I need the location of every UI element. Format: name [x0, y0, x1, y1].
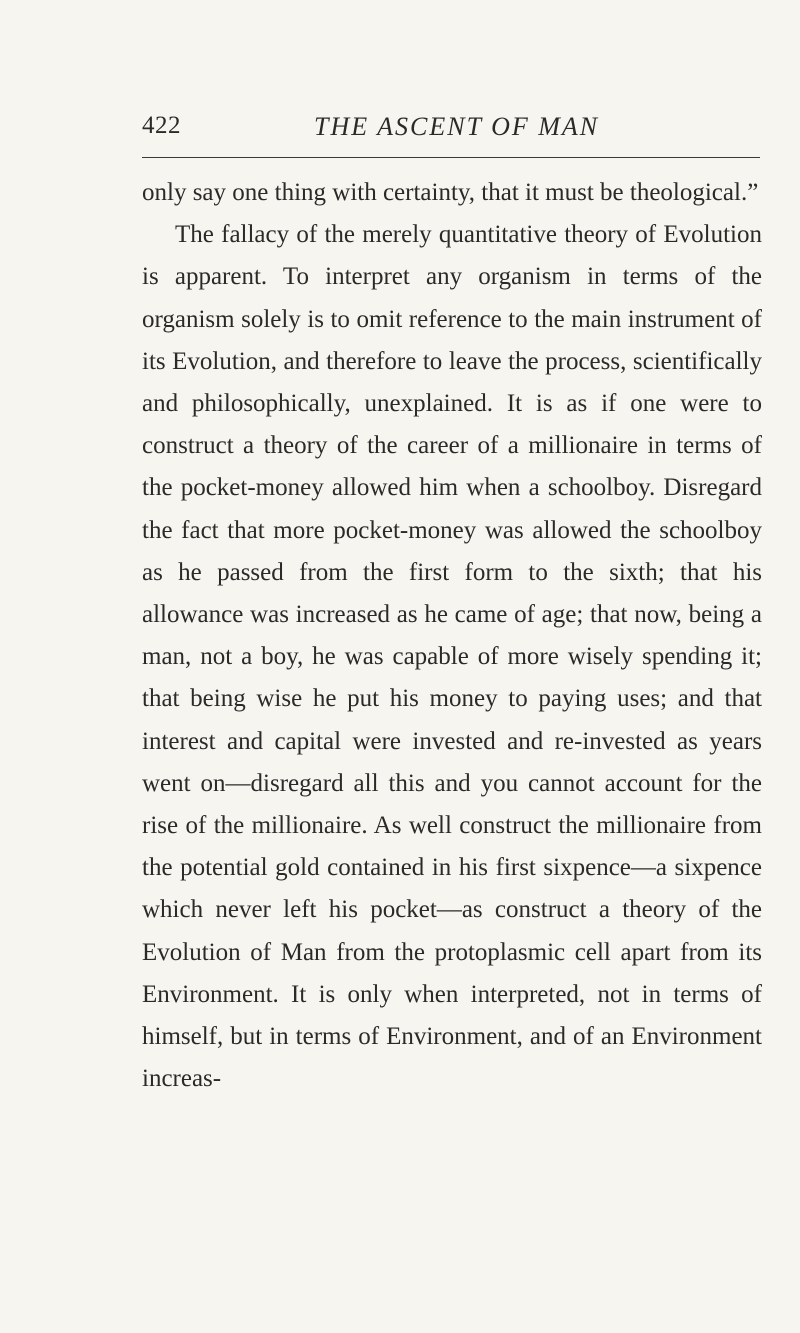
header-rule	[142, 157, 760, 158]
running-head	[142, 112, 762, 152]
paragraph: The fallacy of the merely quantitative theory of Evolution is apparent. To interpret any organism in terms of the organism solely is to omit reference to the main instrument of its Evolution, and therefore to leave the process, scientifically and philosophically, unexplained. It is as if one were to construct a theory of the career of a millionaire in terms of the pocket-money allowed him when a schoolboy. Disregard the fact that more pocket-money was allowed the schoolboy as he passed from the first form to the sixth; that his allowance was increased as he came of age; that now, being a man, not a boy, he was capable of more wisely spending it; that being wise he put his money to paying uses; and that interest and capital were invested and re-invested as years went on—disregard all this and you cannot account for the rise of the millionaire. As well construct the millionaire from the potential gold contained in his first sixpence—a sixpence which never left his pocket—as construct a theory of the Evolution of Man from the protoplasmic cell apart from its Environment. It is only when interpreted, not in terms of himself, but in terms of Environment, and of an Environment increas-	[142, 221, 762, 1093]
running-title: THE ASCENT OF MAN	[314, 112, 600, 141]
paragraph-continued: only say one thing with certainty, that it must be theological.”	[142, 179, 759, 206]
body-text	[142, 172, 762, 1100]
page-number: 422	[142, 112, 181, 139]
